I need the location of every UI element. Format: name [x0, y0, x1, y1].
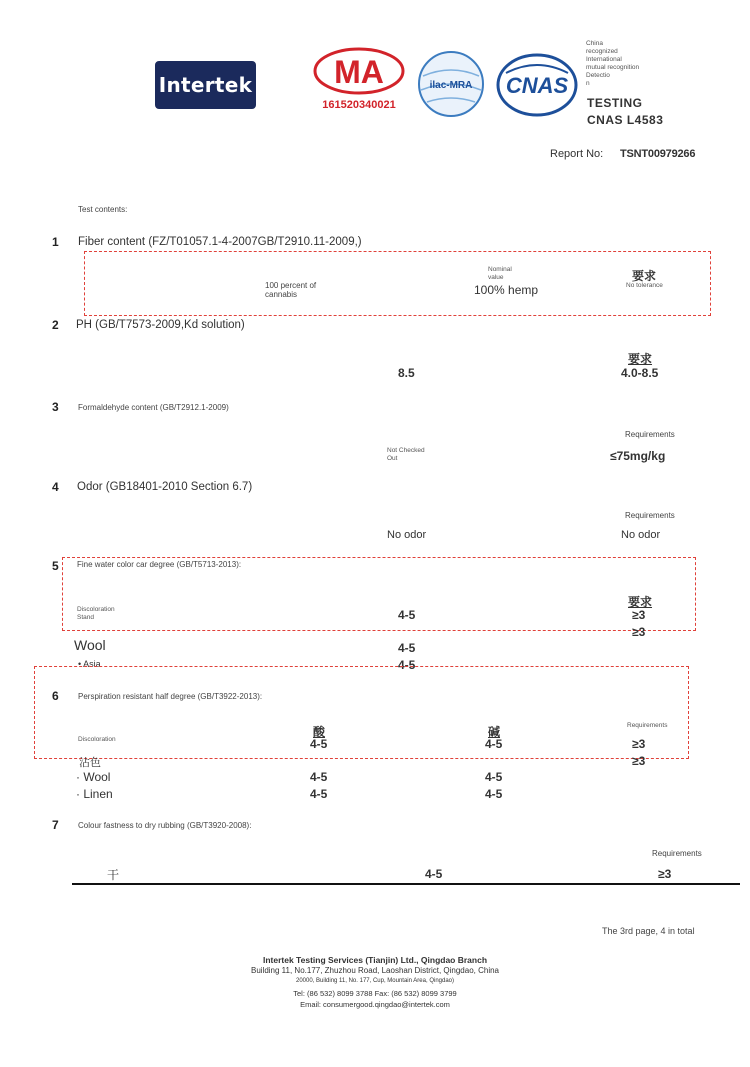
section-title: Fine water color car degree (GB/T5713-2013): [77, 560, 242, 569]
nominal-label: Nominal value [488, 266, 512, 281]
requirement-label: 要求 [628, 352, 653, 366]
row-label: 干 [107, 868, 120, 882]
test-value: 4-5 [310, 770, 328, 784]
testing-label: TESTING [587, 96, 643, 110]
footer-address: Building 11, No.177, Zhuzhou Road, Laoshan District, Qingdao, China [250, 966, 499, 975]
cnas-side-line: n [586, 80, 590, 87]
test-value: 4-5 [485, 770, 503, 784]
test-value: 8.5 [398, 366, 415, 380]
requirement-value: ≤75mg/kg [610, 449, 666, 463]
svg-text:MA: MA [334, 54, 384, 90]
cnas-number: CNAS L4583 [587, 113, 664, 127]
footer-company: Intertek Testing Services (Tianjin) Ltd., Qingdao Branch [262, 955, 488, 965]
footer-tel: Tel: (86 532) 8099 3788 Fax: (86 532) 8099 3799 [293, 989, 457, 998]
test-value: 4-5 [398, 608, 416, 622]
row-label: · Wool [76, 770, 111, 784]
requirement-value: No tolerance [626, 282, 663, 289]
requirement-value: 4.0-8.5 [621, 366, 659, 380]
test-value: 4-5 [485, 737, 503, 751]
cnas-logo [496, 53, 578, 117]
intertek-logo: Intertek [155, 61, 256, 109]
row-label: 沾色 [79, 757, 101, 769]
section-number: 1 [52, 235, 59, 249]
row-label: • Asia [78, 659, 101, 669]
highlight-box [34, 666, 689, 759]
cnas-side-line: China [586, 40, 603, 47]
section-number: 5 [52, 559, 59, 573]
footer-email: Email: consumergood.qingdao@intertek.com [300, 1000, 450, 1009]
requirement-label: Requirements [652, 849, 702, 858]
row-label: Discoloration Stand [77, 606, 115, 621]
test-value: 4-5 [310, 737, 328, 751]
requirement-value: ≥3 [632, 754, 646, 768]
test-value: No odor [387, 529, 427, 541]
ma-logo [312, 46, 407, 112]
requirement-label: 要求 [628, 595, 653, 609]
section-number: 7 [52, 818, 59, 832]
section-title: Perspiration resistant half degree (GB/T3922-2013): [78, 692, 263, 701]
section-number: 2 [52, 318, 59, 332]
cnas-side-line: Detectio [586, 72, 610, 79]
section-title: Fiber content (FZ/T01057.1-4-2007GB/T2910.11-2009,) [78, 236, 362, 248]
nominal-value: 100% hemp [474, 283, 539, 297]
requirement-value: ≥3 [632, 608, 646, 622]
section-number: 3 [52, 400, 59, 414]
cnas-side-line: recognized [586, 48, 618, 55]
row-label: · Linen [76, 787, 113, 801]
requirement-label: 要求 [632, 269, 657, 283]
testing-block [587, 95, 663, 129]
test-value: 4-5 [425, 867, 443, 881]
test-value: 4-5 [485, 787, 503, 801]
requirement-value: No odor [621, 529, 661, 541]
table-bottom-rule [72, 883, 740, 885]
test-value: 4-5 [310, 787, 328, 801]
section-number: 6 [52, 689, 59, 703]
ma-code: 161520340021 [322, 99, 396, 111]
row-label: Discoloration [78, 736, 116, 743]
highlight-box [84, 251, 711, 316]
section-title: PH (GB/T7573-2009,Kd solution) [76, 319, 245, 331]
requirement-value: ≥3 [658, 867, 672, 881]
report-label: Report No: [550, 148, 604, 160]
cnas-side-line: mutual recognition [586, 64, 640, 71]
requirement-label: Requirements [625, 430, 675, 439]
cnas-side-line: International [586, 56, 622, 63]
requirement-label: Requirements [625, 511, 675, 520]
section-title: Formaldehyde content (GB/T2912.1-2009) [78, 403, 229, 412]
acid-label: 酸 [313, 725, 326, 739]
requirement-label: Requirements [627, 722, 668, 729]
cnas-text: CNAS [505, 73, 569, 98]
highlight-box [62, 557, 696, 631]
ilac-text: ilac-MRA [429, 80, 473, 91]
section-title: Odor (GB18401-2010 Section 6.7) [77, 481, 253, 493]
requirement-value: ≥3 [632, 625, 646, 639]
test-value: Not Checked Out [387, 447, 425, 462]
test-contents-label: Test contents: [78, 205, 128, 214]
row-label: 100 percent of cannabis [265, 281, 317, 299]
alkali-label: 碱 [488, 725, 501, 739]
cnas-side-text [586, 40, 646, 88]
requirement-value: ≥3 [632, 737, 646, 751]
row-label: Wool [74, 637, 106, 653]
test-value: 4-5 [398, 641, 416, 655]
test-value: 4-5 [398, 658, 416, 672]
page-info: The 3rd page, 4 in total [602, 926, 695, 936]
footer-address-secondary: 20000, Building 11, No. 177, Cup, Mountain Area, Qingdao) [296, 978, 454, 984]
ilac-mra-logo [417, 50, 485, 118]
section-number: 4 [52, 480, 59, 494]
report-number: TSNT00979266 [620, 148, 696, 160]
section-title: Colour fastness to dry rubbing (GB/T3920-2008): [78, 821, 252, 830]
